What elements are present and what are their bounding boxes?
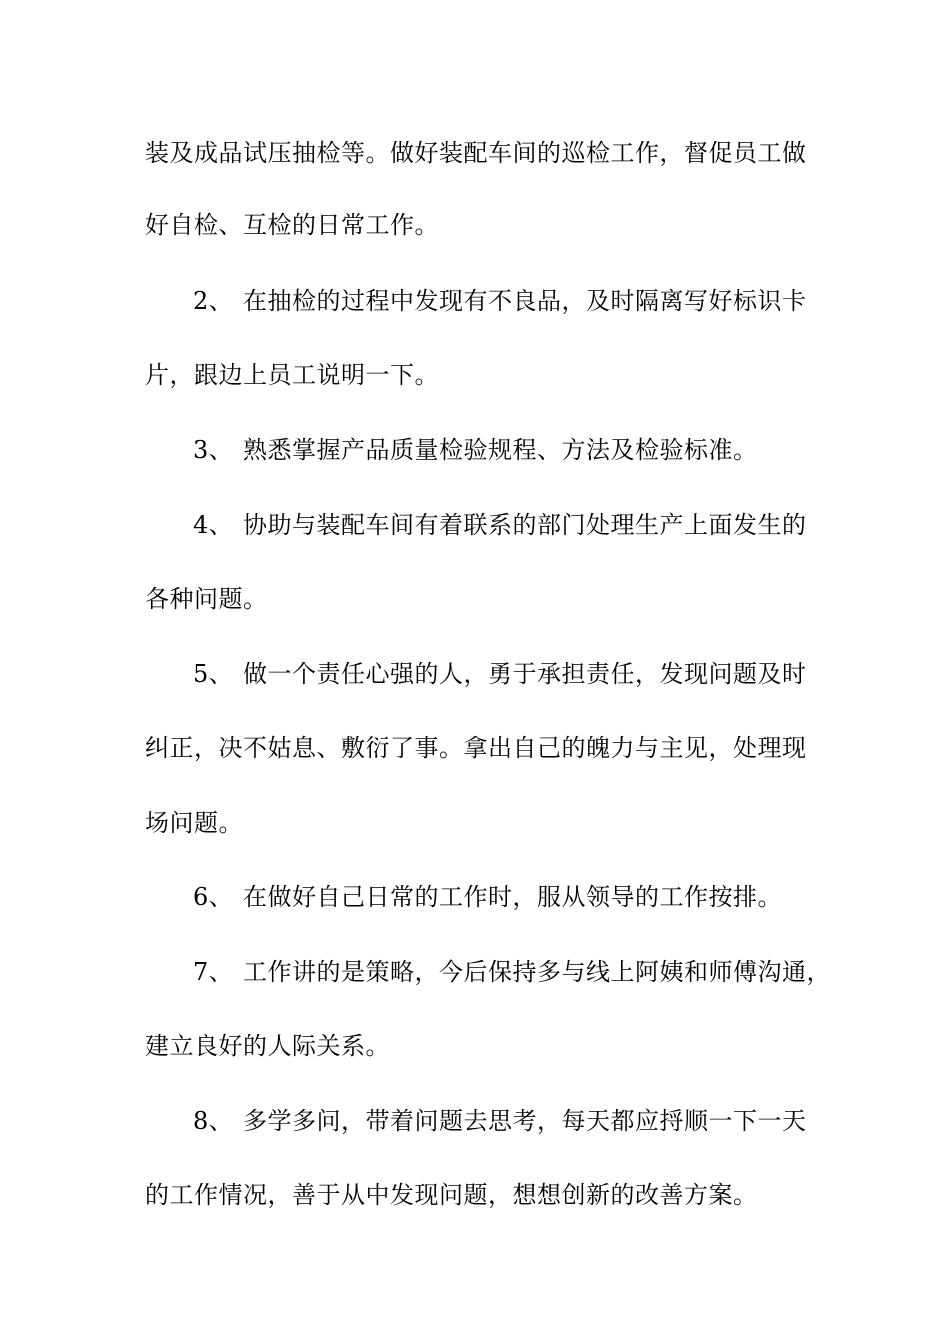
item-number: 5、 bbox=[193, 660, 234, 688]
item-number: 4、 bbox=[193, 511, 234, 539]
paragraph-line: 片，跟边上员工说明一下。 bbox=[145, 361, 439, 389]
list-item-4 bbox=[193, 510, 807, 540]
list-item-2 bbox=[193, 286, 807, 316]
paragraph-line: 装及成品试压抽检等。做好装配车间的巡检工作，督促员工做 bbox=[145, 139, 807, 167]
item-number: 6、 bbox=[193, 883, 234, 911]
item-text: 做一个责任心强的人，勇于承担责任，发现问题及时 bbox=[243, 660, 807, 688]
list-item-8 bbox=[193, 1106, 807, 1136]
list-item-6 bbox=[193, 882, 782, 912]
item-text: 在做好自己日常的工作时，服从领导的工作按排。 bbox=[243, 883, 782, 911]
item-number: 2、 bbox=[193, 287, 234, 315]
list-item-7 bbox=[193, 957, 831, 987]
item-number: 8、 bbox=[193, 1107, 234, 1135]
item-text: 工作讲的是策略，今后保持多与线上阿姨和师傅沟通， bbox=[243, 958, 831, 986]
paragraph-line: 好自检、互检的日常工作。 bbox=[145, 211, 439, 239]
list-item-3 bbox=[193, 435, 758, 465]
paragraph-line: 场问题。 bbox=[145, 809, 243, 837]
paragraph-line: 的工作情况，善于从中发现问题，想想创新的改善方案。 bbox=[145, 1181, 758, 1209]
paragraph-line: 各种问题。 bbox=[145, 585, 268, 613]
item-text: 在抽检的过程中发现有不良品，及时隔离写好标识卡 bbox=[243, 287, 807, 315]
paragraph-line: 纠正，决不姑息、敷衍了事。拿出自己的魄力与主见，处理现 bbox=[145, 734, 807, 762]
item-text: 熟悉掌握产品质量检验规程、方法及检验标准。 bbox=[243, 436, 758, 464]
list-item-5 bbox=[193, 659, 807, 689]
item-number: 7、 bbox=[193, 958, 234, 986]
item-number: 3、 bbox=[193, 436, 234, 464]
item-text: 多学多问，带着问题去思考，每天都应捋顺一下一天 bbox=[243, 1107, 807, 1135]
item-text: 协助与装配车间有着联系的部门处理生产上面发生的 bbox=[243, 511, 807, 539]
paragraph-line: 建立良好的人际关系。 bbox=[145, 1032, 390, 1060]
